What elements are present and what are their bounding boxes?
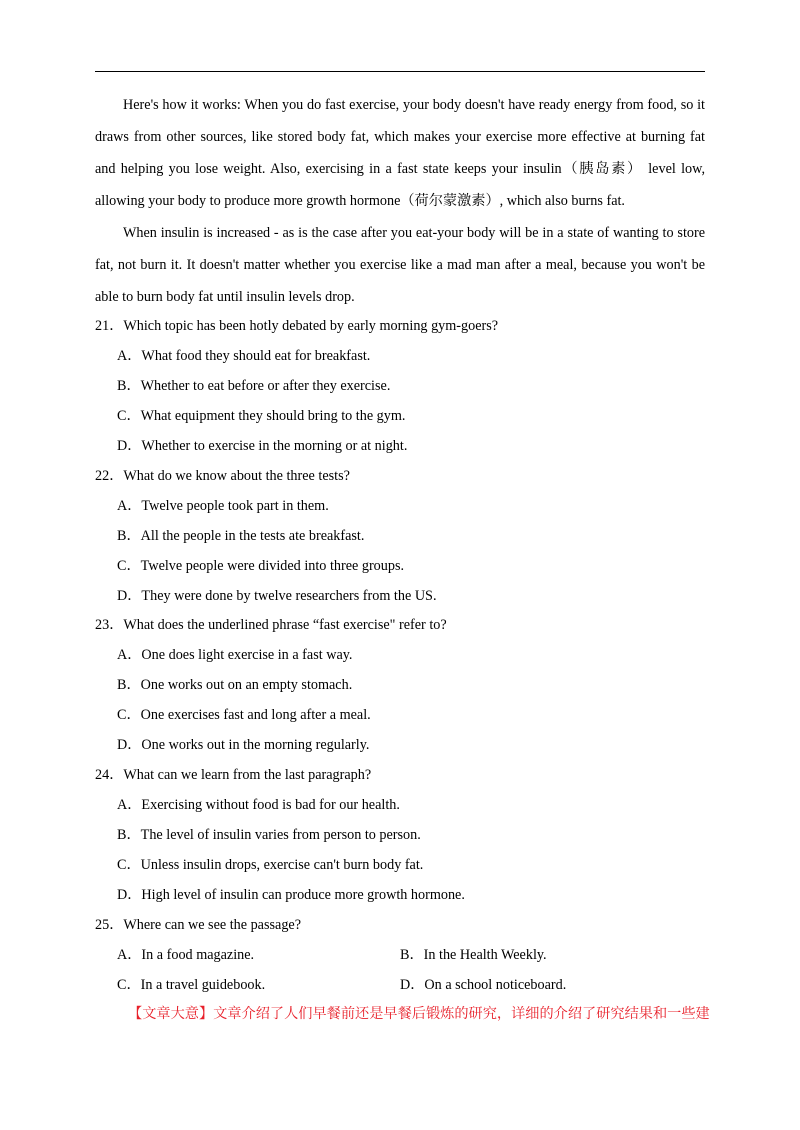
question-22-option-a: A．Twelve people took part in them. (117, 498, 329, 514)
question-22-option-b: B．All the people in the tests ate breakfast. (117, 528, 365, 544)
question-23-option-b: B．One works out on an empty stomach. (117, 677, 353, 693)
question-23-stem: 23．What does the underlined phrase “fast exercise" refer to? (95, 617, 447, 633)
question-24-option-a: A．Exercising without food is bad for our health. (117, 797, 400, 813)
question-22-stem: 22．What do we know about the three tests? (95, 468, 350, 484)
question-25-option-b: B．In the Health Weekly. (400, 947, 547, 963)
question-25-option-a: A．In a food magazine. (117, 947, 255, 963)
question-24-stem: 24．What can we learn from the last paragraph? (95, 767, 372, 783)
question-24-option-d: D．High level of insulin can produce more growth hormone. (117, 887, 465, 903)
question-21-stem: 21．Which topic has been hotly debated by early morning gym-goers? (95, 318, 499, 334)
question-25-stem: 25．Where can we see the passage? (95, 917, 302, 933)
question-23-option-a: A．One does light exercise in a fast way. (117, 647, 353, 663)
question-22-option-c: C．Twelve people were divided into three groups. (117, 558, 405, 574)
header-rule (95, 71, 705, 72)
question-24-option-b: B．The level of insulin varies from person to person. (117, 827, 421, 843)
passage-paragraph-1 (95, 89, 705, 217)
question-21-option-c: C．What equipment they should bring to the gym. (117, 408, 406, 424)
question-23-option-d: D．One works out in the morning regularly. (117, 737, 370, 753)
question-21-option-a: A．What food they should eat for breakfast. (117, 348, 371, 364)
passage-paragraph-2 (95, 217, 705, 313)
question-22-option-d: D．They were done by twelve researchers from the US. (117, 588, 437, 604)
question-25-option-d: D．On a school noticeboard. (400, 977, 567, 993)
question-21-option-d: D．Whether to exercise in the morning or at night. (117, 438, 408, 454)
question-25-option-c: C．In a travel guidebook. (117, 977, 266, 993)
passage-paragraph-2-text: When insulin is increased - as is the case after you eat-your body will be in a state of wanting to store fat, not burn it. It doesn't matter whether you exercise like a mad man after a meal, because you won't be able to burn body fat until insulin levels drop. (95, 225, 705, 305)
passage-paragraph-1-text: Here's how it works: When you do fast exercise, your body doesn't have ready energy from food, so it draws from other sources, like stored body fat, which makes your exercise more effective at burning fat and helping you lose weight. Also, exercising in a fast state keeps your insulin（胰岛素） level low, allowing your body to produce more growth hormone（荷尔蒙激素）, which also burns fat. (95, 97, 705, 209)
question-21-option-b: B．Whether to eat before or after they exercise. (117, 378, 391, 394)
question-24-option-c: C．Unless insulin drops, exercise can't burn body fat. (117, 857, 424, 873)
article-summary: 【文章大意】文章介绍了人们早餐前还是早餐后锻炼的研究，详细的介绍了研究结果和一些建 (128, 1006, 710, 1022)
question-23-option-c: C．One exercises fast and long after a meal. (117, 707, 371, 723)
